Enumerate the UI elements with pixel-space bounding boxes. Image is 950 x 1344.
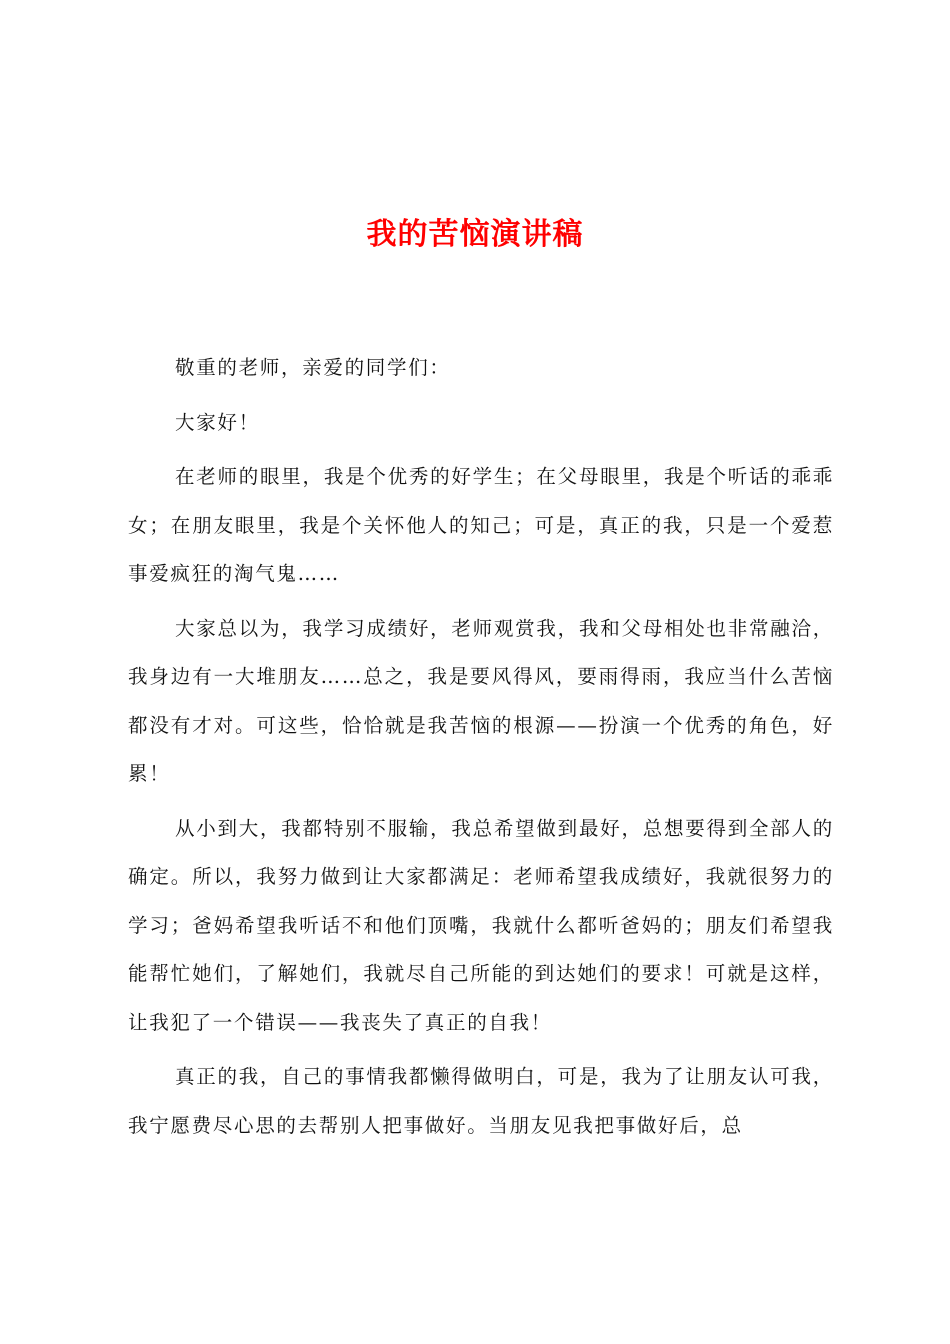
document-title: 我的苦恼演讲稿 [366, 217, 584, 252]
paragraph-hello: 大家好！ [175, 410, 260, 434]
paragraph: 大家总以为，我学习成绩好，老师观赏我，我和父母相处也非常融洽，我身边有一大堆朋友……总之，我是要风得风，要雨得雨，我应当什么苦恼都没有才对。可这些，恰恰就是我苦恼的根源——扮演一个优秀的角色，好累！ [128, 616, 834, 785]
paragraph: 真正的我，自己的事情我都懒得做明白，可是，我为了让朋友认可我，我宁愿费尽心思的去帮别人把事做好。当朋友见我把事做好后，总 [128, 1065, 834, 1137]
paragraph-greeting: 敬重的老师，亲爱的同学们： [175, 356, 451, 379]
paragraph: 从小到大，我都特别不服输，我总希望做到最好，总想要得到全部人的确定。所以，我努力做到让大家都满足：老师希望我成绩好，我就很努力的学习；爸妈希望我听话不和他们顶嘴，我就什么都听爸妈的；朋友们希望我能帮忙她们，了解她们，我就尽自己所能的到达她们的要求！可就是这样，让我犯了一个错误——我丧失了真正的自我！ [128, 816, 834, 1034]
paragraph: 在老师的眼里，我是个优秀的好学生；在父母眼里，我是个听话的乖乖女；在朋友眼里，我是个关怀他人的知己；可是，真正的我，只是一个爱惹事爱疯狂的淘气鬼…… [128, 465, 834, 585]
document-body [128, 344, 834, 1156]
